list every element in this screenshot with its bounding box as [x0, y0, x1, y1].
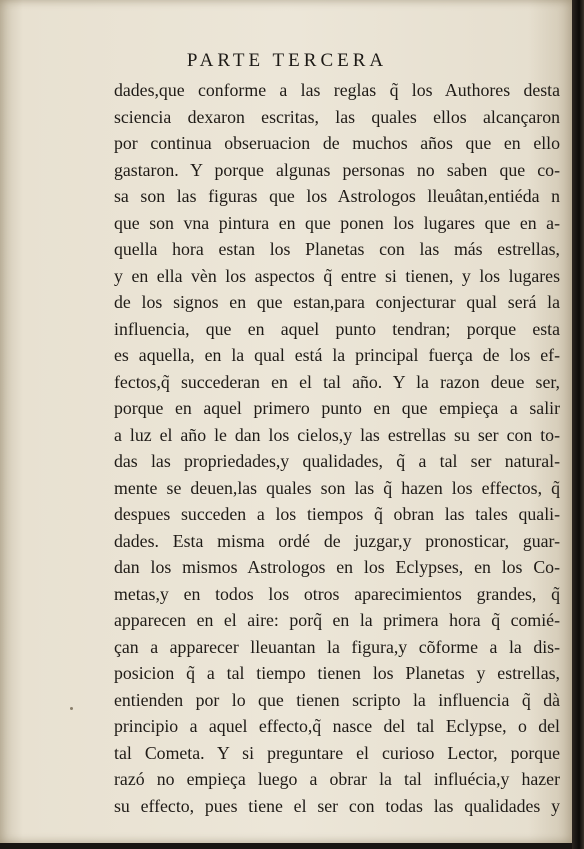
text-line: dades,que conforme a las reglas q̃ los Authores desta: [114, 80, 560, 100]
text-line: su effecto, pues tiene el ser con todas las qualidades y: [114, 795, 560, 816]
text-line: apparecen en el aire: porq̃ en la primera hora q̃ comié-: [114, 610, 560, 630]
text-line: porque en aquel primero punto en que empieça a salir: [114, 398, 560, 418]
text-line: tal Cometa. Y si preguntare el curioso Lector, porque: [114, 742, 560, 763]
text-line: por continua obseruacion de muchos años que en ello: [114, 133, 560, 153]
text-line: dan los mismos Astrologos en los Eclypses, en los Co-: [114, 557, 560, 577]
text-line: es aquella, en la qual está la principal fuerça de los ef-: [114, 345, 560, 365]
page-edge-shadow: [572, 0, 584, 849]
text-line: de los signos en que estan,para conjecturar qual será la: [114, 292, 560, 312]
text-line: a luz el año le dan los cielos,y las estrellas su ser con to-: [114, 424, 560, 445]
text-line: y en ella vèn los aspectos q̃ entre si tienen, y los lugares: [114, 265, 560, 286]
text-line: razó no empieça luego a obrar la tal influécia,y hazer: [114, 769, 560, 789]
text-line: metas,y en todos los otros aparecimientos grandes, q̃: [114, 583, 560, 604]
text-line: sa son las figuras que los Astrologos lleuâtan,entiéda n: [114, 186, 560, 206]
text-line: quella hora estan los Planetas con las más estrellas,: [114, 239, 560, 259]
text-line: fectos,q̃ succederan en el tal año. Y la razon deue ser,: [114, 371, 560, 392]
text-line: çan a apparecer lleuantan la figura,y cõforme a la dis-: [114, 636, 560, 657]
ink-speck: [70, 707, 73, 710]
running-header: PARTE TERCERA: [186, 50, 388, 71]
text-line: das las propriedades,y qualidades, q̃ a tal ser natural-: [114, 451, 560, 471]
text-line: influencia, que en aquel punto tendran; porque esta: [114, 318, 560, 339]
text-line: sciencia dexaron escritas, las quales ellos alcançaron: [114, 106, 560, 127]
text-line: entienden por lo que tienen scripto la influencia q̃ dà: [114, 689, 560, 710]
body-text: [114, 77, 560, 819]
text-line: posicion q̃ a tal tiempo tienen los Planetas y estrellas,: [114, 663, 560, 683]
text-line: principio a aquel effecto,q̃ nasce del tal Eclypse, o del: [114, 716, 560, 736]
text-line: dades. Esta misma ordé de juzgar,y pronosticar, guar-: [114, 530, 560, 551]
text-line: mente se deuen,las quales son las q̃ hazen los effectos, q̃: [114, 477, 560, 498]
text-line: gastaron. Y porque algunas personas no saben que co-: [114, 159, 560, 180]
text-line: despues succeden a los tiempos q̃ obran las tales quali-: [114, 504, 560, 524]
text-line: que son vna pintura en que ponen los lugares que en a-: [114, 212, 560, 233]
